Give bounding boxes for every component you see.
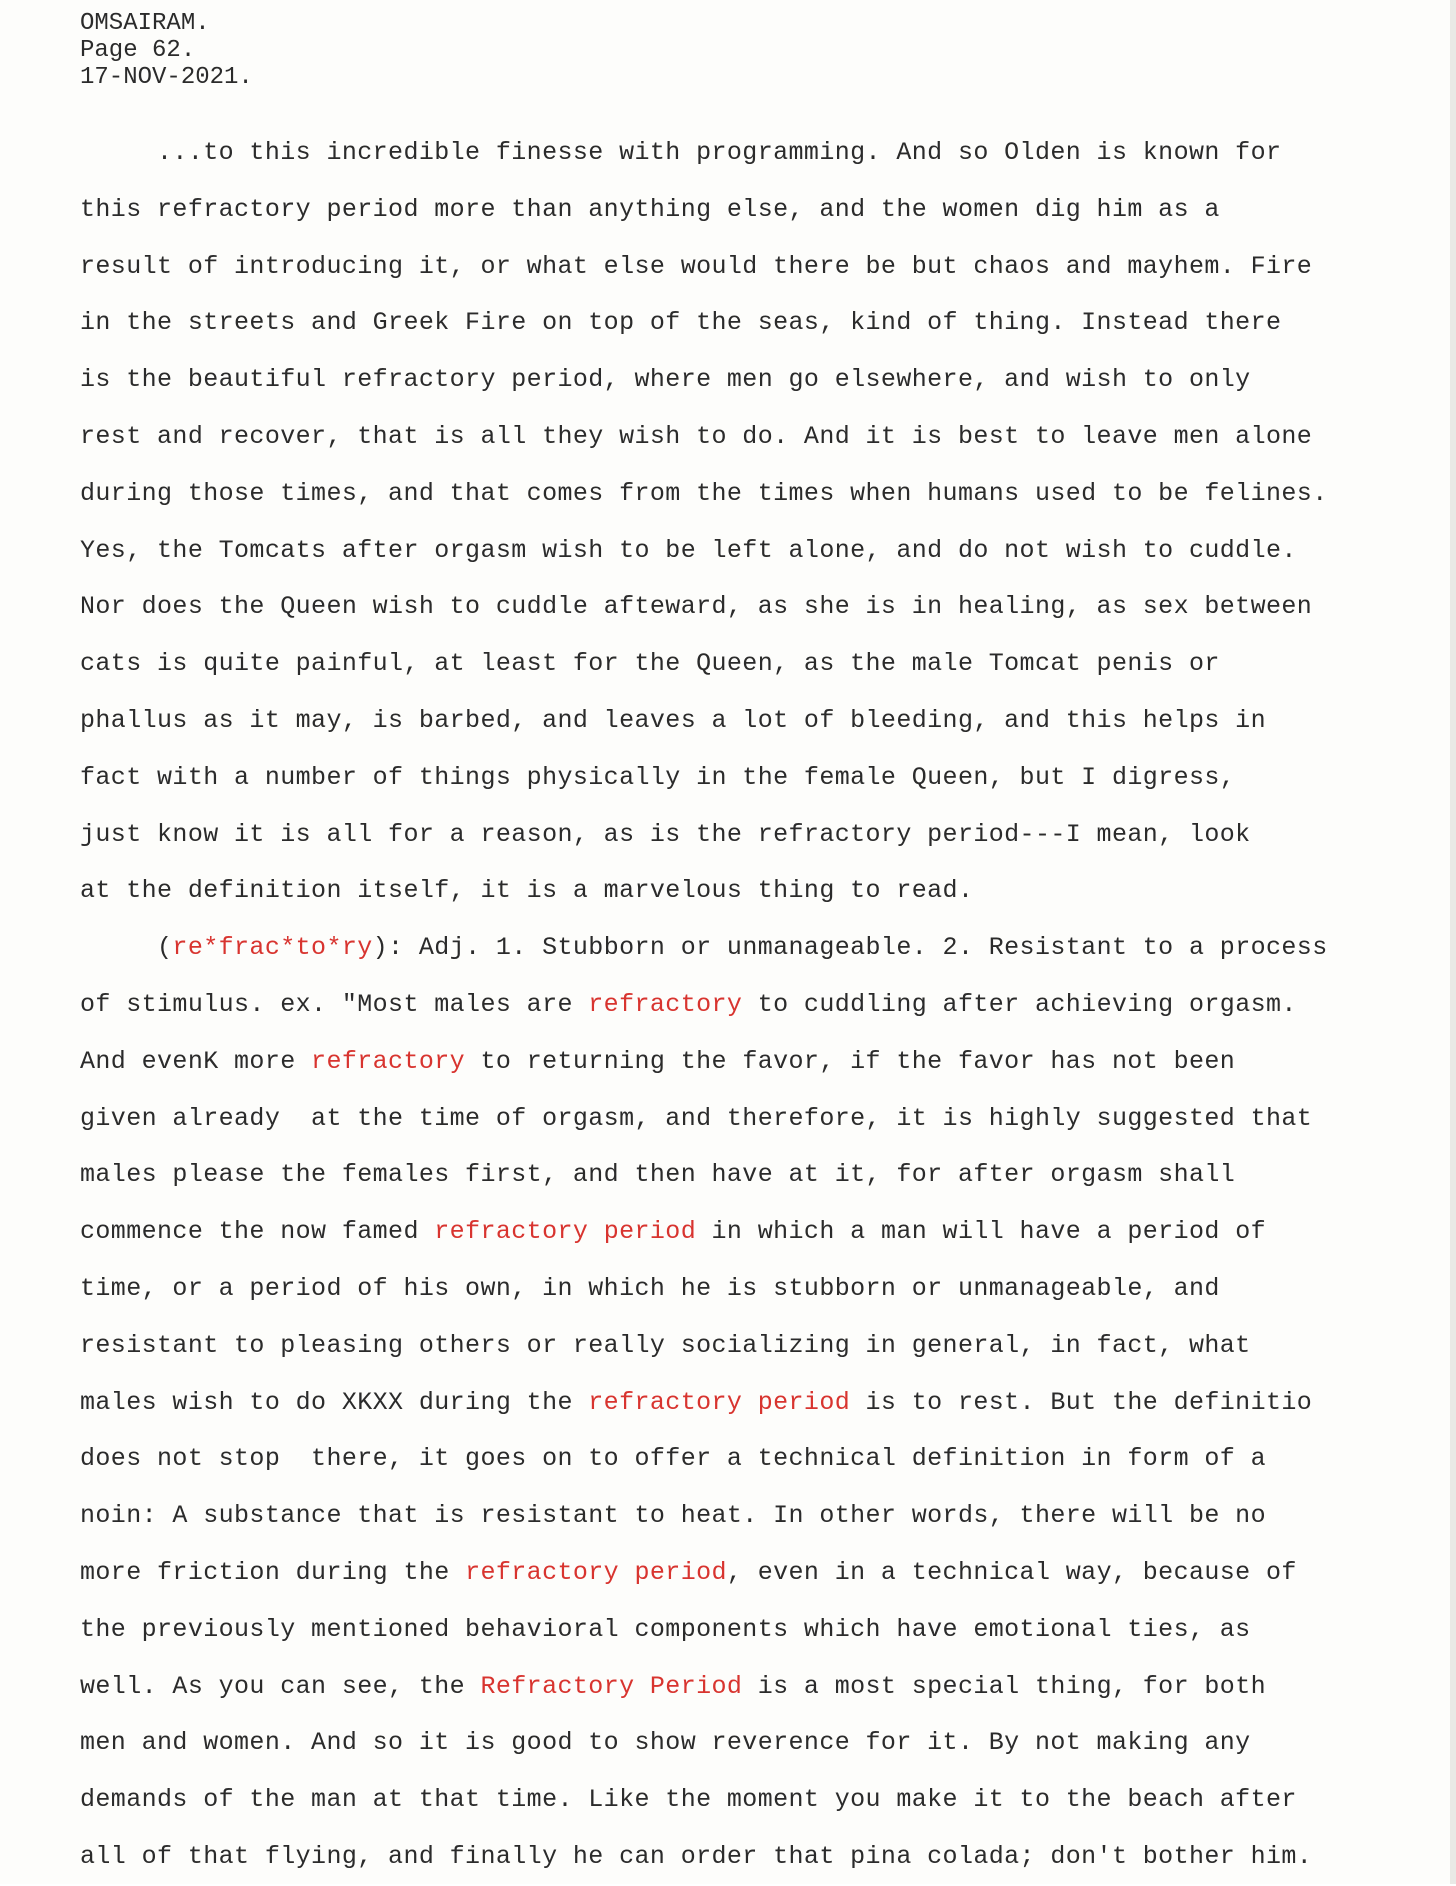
text-line — [80, 863, 1456, 920]
text-line — [80, 1375, 1456, 1432]
text-line — [80, 1147, 1456, 1204]
text-segment: of stimulus. ex. "Most males are — [80, 989, 589, 1019]
text-segment: fact with a number of things physically in the female Queen, but I digress, — [80, 762, 1236, 792]
text-segment: men and women. And so it is good to show reverence for it. By not making any — [80, 1728, 1251, 1758]
text-line — [80, 239, 1456, 296]
text-line — [80, 1431, 1456, 1488]
text-segment: males wish to do XKXX during the — [80, 1387, 589, 1417]
red-highlight-text: re*frac*to*ry — [172, 933, 373, 963]
text-line — [80, 182, 1456, 239]
text-segment: to cuddling after achieving orgasm. — [742, 989, 1297, 1019]
text-line — [80, 1488, 1456, 1545]
text-segment: resistant to pleasing others or really socializing in general, in fact, what — [80, 1330, 1251, 1360]
text-segment: is the beautiful refractory period, where men go elsewhere, and wish to only — [80, 365, 1251, 395]
text-line — [80, 1772, 1456, 1829]
text-line — [80, 1602, 1456, 1659]
text-line — [80, 125, 1456, 182]
text-segment: this refractory period more than anything else, and the women dig him as a — [80, 194, 1220, 224]
header-page-number: Page 62. — [80, 37, 196, 64]
text-line — [80, 1034, 1456, 1091]
text-line — [80, 1204, 1456, 1261]
text-line — [80, 1659, 1456, 1716]
red-highlight-text: refractory period — [434, 1217, 697, 1247]
text-segment: to returning the favor, if the favor has not been — [465, 1046, 1236, 1076]
header-date: 17-NOV-2021. — [80, 64, 253, 91]
text-line — [80, 579, 1456, 636]
text-segment: well. As you can see, the — [80, 1671, 481, 1701]
text-line — [80, 1091, 1456, 1148]
text-line — [80, 1318, 1456, 1375]
red-highlight-text: refractory — [311, 1046, 466, 1076]
text-segment: phallus as it may, is barbed, and leaves a lot of bleeding, and this helps in — [80, 705, 1266, 735]
red-highlight-text: Refractory Period — [480, 1671, 743, 1701]
text-line — [80, 1715, 1456, 1772]
text-segment: demands of the man at that time. Like the moment you make it to the beach after — [80, 1785, 1297, 1815]
text-segment: males please the females first, and then have at it, for after orgasm shall — [80, 1160, 1236, 1190]
text-line — [80, 977, 1456, 1034]
text-segment: just know it is all for a reason, as is the refractory period---I mean, look — [80, 819, 1251, 849]
text-segment: given already at the time of orgasm, and therefore, it is highly suggested that — [80, 1103, 1313, 1133]
page-header — [80, 10, 253, 91]
text-line — [80, 466, 1456, 523]
red-highlight-text: refractory — [588, 989, 743, 1019]
text-line — [80, 920, 1456, 977]
text-segment: is to rest. But the definitio — [850, 1387, 1313, 1417]
text-line — [80, 693, 1456, 750]
body-text — [80, 125, 1456, 1886]
text-line — [80, 750, 1456, 807]
text-line — [80, 1829, 1456, 1886]
text-segment: And evenK more — [80, 1046, 312, 1076]
text-segment: at the definition itself, it is a marvelous thing to read. — [80, 876, 974, 906]
text-segment: noin: A substance that is resistant to heat. In other words, there will be no — [80, 1501, 1266, 1531]
red-highlight-text: refractory period — [588, 1387, 851, 1417]
text-line — [80, 409, 1456, 466]
text-segment: ( — [80, 933, 173, 963]
text-segment: all of that flying, and finally he can order that pina colada; don't bother him. — [80, 1841, 1313, 1871]
red-highlight-text: refractory period — [465, 1557, 727, 1587]
text-line — [80, 295, 1456, 352]
text-line — [80, 1261, 1456, 1318]
text-line — [80, 1545, 1456, 1602]
text-line — [80, 807, 1456, 864]
text-segment: more friction during the — [80, 1557, 466, 1587]
text-segment: is a most special thing, for both — [742, 1671, 1266, 1701]
text-segment: Nor does the Queen wish to cuddle afteward, as she is in healing, as sex between — [80, 592, 1313, 622]
text-segment: time, or a period of his own, in which he is stubborn or unmanageable, and — [80, 1273, 1220, 1303]
text-segment: cats is quite painful, at least for the Queen, as the male Tomcat penis or — [80, 649, 1220, 679]
text-segment: ...to this incredible finesse with programming. And so Olden is known for — [80, 138, 1282, 167]
text-line — [80, 523, 1456, 580]
header-title: OMSAIRAM. — [80, 10, 210, 37]
text-segment: during those times, and that comes from the times when humans used to be felines. — [80, 478, 1328, 508]
text-line — [80, 636, 1456, 693]
text-line — [80, 352, 1456, 409]
text-segment: Yes, the Tomcats after orgasm wish to be left alone, and do not wish to cuddle. — [80, 535, 1297, 565]
text-segment: , even in a technical way, because of — [726, 1557, 1297, 1587]
text-segment: does not stop there, it goes on to offer a technical definition in form of a — [80, 1444, 1266, 1474]
text-segment: rest and recover, that is all they wish to do. And it is best to leave men alone — [80, 421, 1313, 451]
text-segment: in which a man will have a period of — [696, 1217, 1266, 1247]
text-segment: result of introducing it, or what else would there be but chaos and mayhem. Fire — [80, 251, 1313, 281]
text-segment: ): Adj. 1. Stubborn or unmanageable. 2. Resistant to a process — [372, 933, 1328, 963]
text-segment: in the streets and Greek Fire on top of the seas, kind of thing. Instead there — [80, 308, 1282, 338]
text-segment: the previously mentioned behavioral components which have emotional ties, as — [80, 1614, 1251, 1644]
text-segment: commence the now famed — [80, 1217, 435, 1247]
